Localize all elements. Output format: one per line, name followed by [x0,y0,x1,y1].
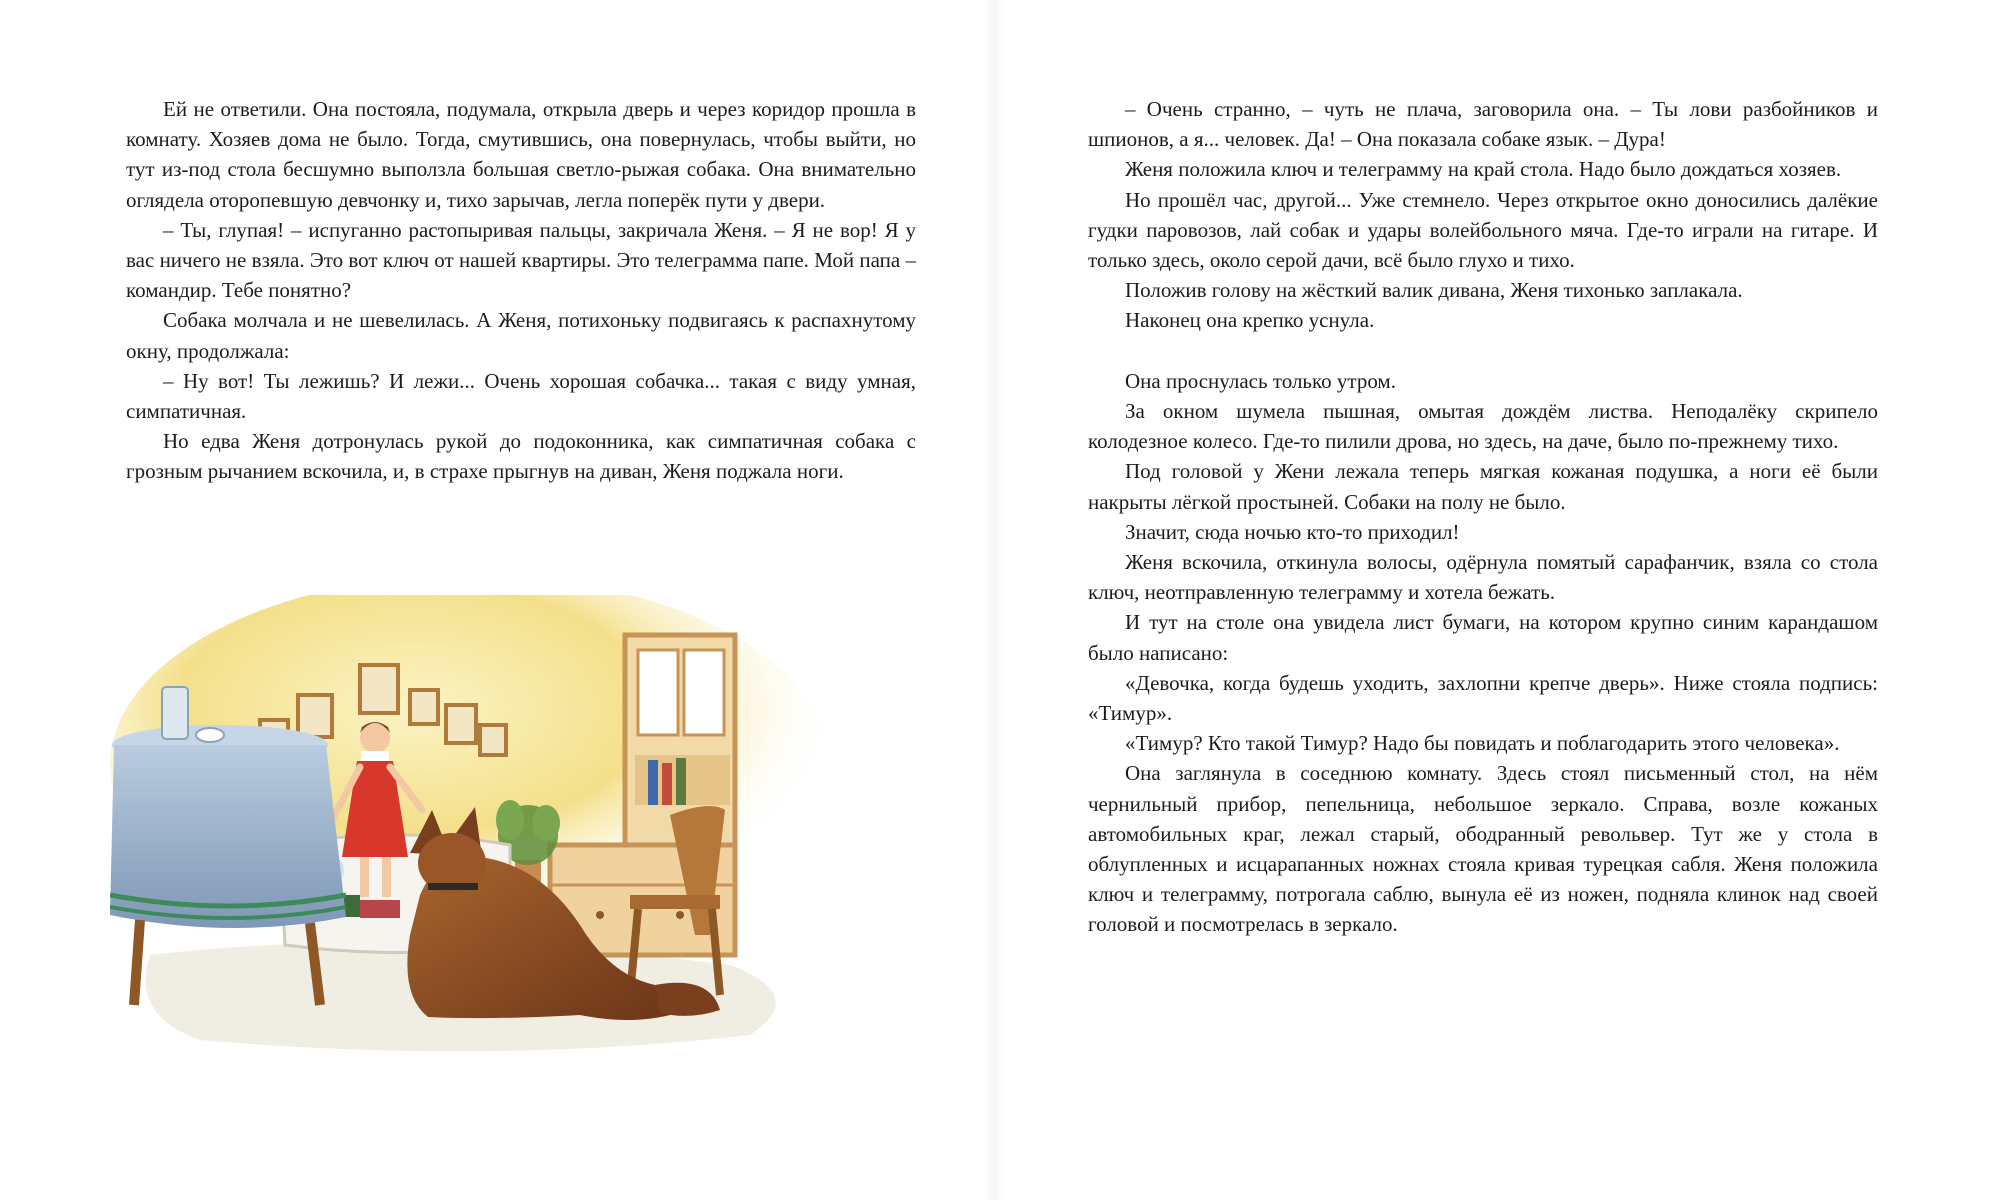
paragraph: Но прошёл час, другой... Уже стемнело. Через открытое окно доносились далёкие гудки паровозов, лай собак и удары волейбольного мяча. Где-то играли на гитаре. И только здесь, около серой дачи, всё было глухо и тихо. [1088,187,1878,273]
paragraph: Положив голову на жёсткий валик дивана, Женя тихонько заплакала. [1125,278,1743,303]
paragraph: – Очень странно, – чуть не плача, заговорила она. – Ты лови разбойников и шпионов, а я... человек. Да! – Она показала собаке язык. – Дура! [1088,97,1878,152]
paragraph: За окном шумела пышная, омытая дождём листва. Неподалёку скрипело колодезное колесо. Где-то пилили дрова, но здесь, на даче, было по-прежнему тихо. [1088,399,1878,454]
paragraph: «Девочка, когда будешь уходить, захлопни крепче дверь». Ниже стояла подпись: «Тимур». [1088,670,1878,726]
paragraph: Но едва Женя дотронулась рукой до подоконника, как симпатичная собака с грозным рычанием вскочила, и, в страхе прыгнув на диван, Женя поджала ноги. [126,429,916,484]
left-page-text [126,94,916,487]
paragraph: – Ты, глупая! – испуганно растопыривая пальцы, закричала Женя. – Я не вор! Я у вас ничего не взяла. Это вот ключ от нашей квартиры. Это телеграмма папе. Мой папа – командир. Тебе понятно? [126,217,916,303]
paragraph: И тут на столе она увидела лист бумаги, на котором крупно синим карандашом было написано: [1088,610,1878,665]
paragraph: Женя вскочила, откинула волосы, одёрнула помятый сарафанчик, взяла со стола ключ, неотправленную телеграмму и хотела бежать. [1088,550,1878,605]
illustration-girl-and-dog [110,595,930,1065]
paragraph: Значит, сюда ночью кто-то приходил! [1125,519,1460,544]
paragraph: – Ну вот! Ты лежишь? И лежи... Очень хорошая собачка... такая с виду умная, симпатичная. [126,368,916,424]
right-page [1000,0,1991,1200]
paragraph: Под головой у Жени лежала теперь мягкая кожаная подушка, а ноги её были накрыты лёгкой простыней. Собаки на полу не было. [1088,459,1878,514]
paragraph: Собака молчала и не шевелилась. А Женя, потихоньку подвигаясь к распахнутому окну, продолжала: [126,308,916,363]
left-page [0,0,990,1200]
paragraph: «Тимур? Кто такой Тимур? Надо бы повидать и поблагодарить этого человека». [1125,731,1840,756]
paragraph: Женя положила ключ и телеграмму на край стола. Надо было дождаться хозяев. [1125,157,1842,182]
paragraph: Наконец она крепко уснула. [1125,308,1375,333]
right-page-text [1088,94,1878,940]
paragraph: Она проснулась только утром. [1125,368,1396,393]
paragraph: Ей не ответили. Она постояла, подумала, открыла дверь и через коридор прошла в комнату. Хозяев дома не было. Тогда, смутившись, она повернулась, чтобы выйти, но тут из-под стола бесшумно выползла большая светло-рыжая собака. Она внимательно оглядела оторопевшую девчонку и, тихо зарычав, легла поперёк пути у двери. [126,97,916,212]
paragraph: Она заглянула в соседнюю комнату. Здесь стоял письменный стол, на нём чернильный прибор, пепельница, небольшое зеркало. Справа, возле кожаных автомобильных краг, лежал старый, ободранный револьвер. Тут же у стола в облупленных и исцарапанных ножнах стояла кривая турецкая сабля. Женя положила ключ и телеграмму, потрогала саблю, вынула её из ножен, подняла клинок над своей головой и посмотрелась в зеркало. [1088,761,1878,937]
